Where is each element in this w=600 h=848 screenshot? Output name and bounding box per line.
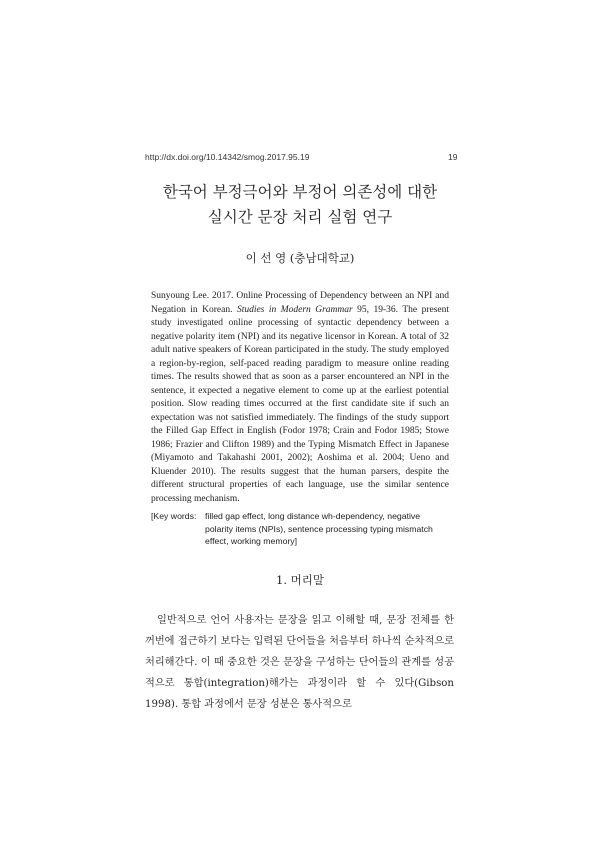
paper-title-line-2: 실시간 문장 처리 실험 연구 xyxy=(207,208,393,226)
keywords-block xyxy=(151,510,449,548)
abstract-citation-suffix: 95, 19-36. xyxy=(352,304,403,315)
keywords-label: [Key words: xyxy=(151,511,197,521)
page-number: 19 xyxy=(448,152,458,162)
doi-link[interactable]: http://dx.doi.org/10.14342/smog.2017.95.19 xyxy=(145,152,310,162)
section-heading: 1. 머리말 xyxy=(276,573,324,587)
abstract-journal-name: Studies in Modern Grammar xyxy=(236,304,353,315)
abstract xyxy=(151,290,449,506)
keywords-text: filled gap effect, long distance wh-dependency, negative polarity items (NPIs), sentence processing typing mismatch effect, working memory] xyxy=(205,511,433,546)
abstract-body: The present study investigated online processing of syntactic dependency between a negative polarity item (NPI) and its negative licensor in Korean. A total of 32 adult native speakers of Korean participated in the study. The study employed a region-by-region, self-paced reading paradigm to measure online reading times. The results showed that as soon as a parser encountered an NPI in the sentence, it expected a negative element to come up at the earliest potential position. Slow reading times occurred at the first candidate site if such an expectation was not satisfied immediately. The findings of the study support the Filled Gap Effect in English (Fodor 1978; Crain and Fodor 1985; Stowe 1986; Frazier and Clifton 1989) and the Typing Mismatch Effect in Japanese (Miyamoto and Takahashi 2001, 2002); Aoshima et al. 2004; Ueno and Kluender 2010). The results suggest that the human parsers, despite the different structural properties of each language, use the similar sentence processing mechanism. xyxy=(151,304,450,504)
author-line: 이 선 영 (충남대학교) xyxy=(245,251,355,265)
paper-title xyxy=(0,180,600,230)
body-paragraph-text: 일반적으로 언어 사용자는 문장을 읽고 이해할 때, 문장 전체를 한꺼번에 접근하기 보다는 입력된 단어들을 처음부터 하나씩 순차적으로 처리해간다. 이 때 중요한 것은 문장을 구성하는 단어들의 관계를 성공적으로 통합(integration)해가는 과정이라 할 수 있다(Gibson 1998). 통합 과정에서 문장 성분은 통사적으로 xyxy=(145,615,454,710)
paper-title-line-1: 한국어 부정극어와 부정어 의존성에 대한 xyxy=(162,183,438,201)
body-paragraph xyxy=(145,610,454,715)
abstract-citation-prefix: Sunyoung Lee. 2017. Online Processing of Dependency between an NPI and Negation in Korean. xyxy=(151,291,449,315)
